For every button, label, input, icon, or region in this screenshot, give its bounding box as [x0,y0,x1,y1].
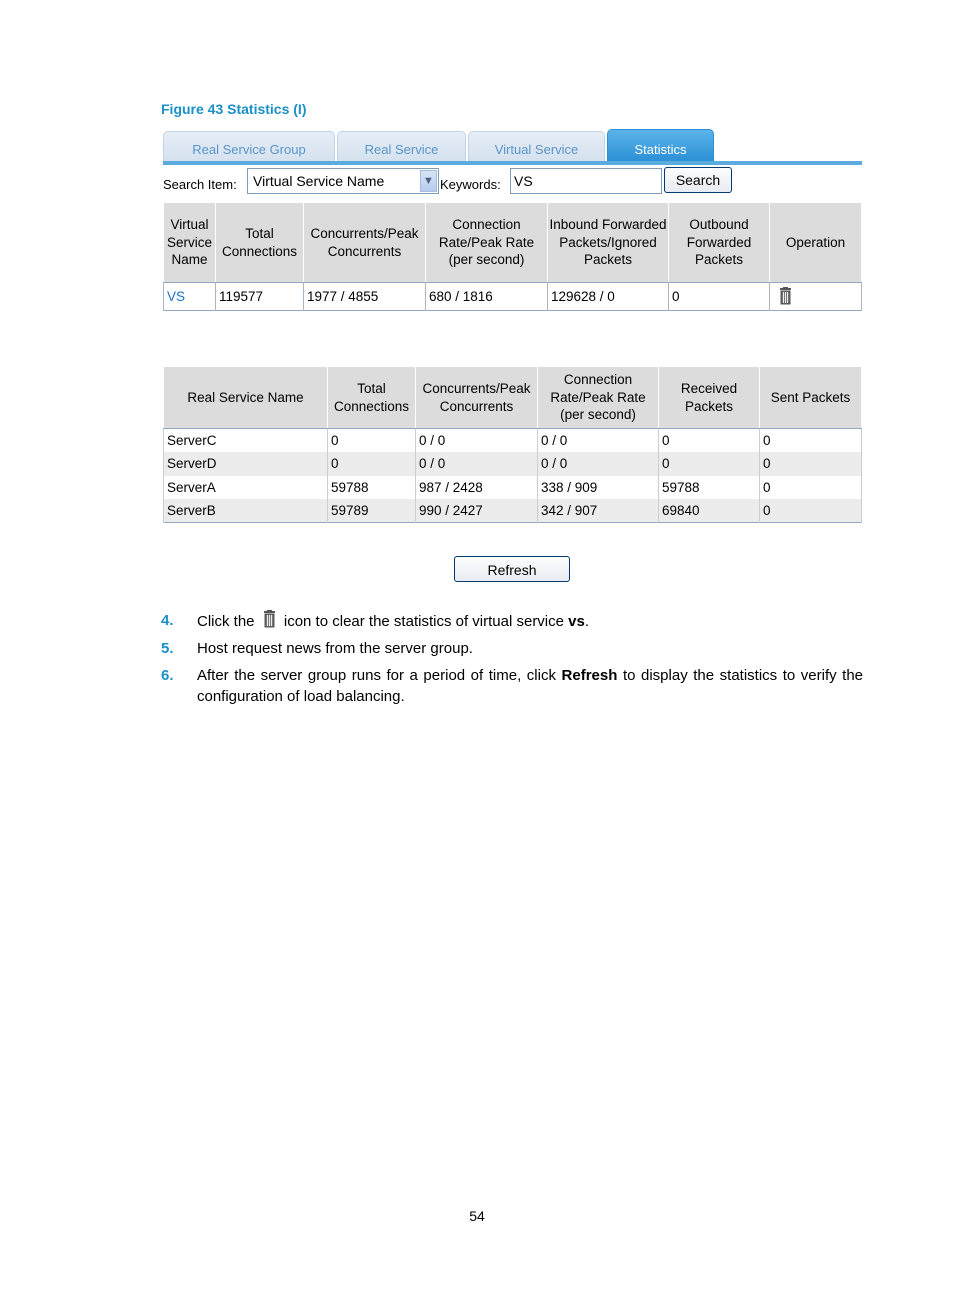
operation-cell [770,283,862,311]
column-header: Connection Rate/Peak Rate (per second) [426,203,548,283]
table-cell: 990 / 2427 [416,499,538,523]
virtual-service-stats-table [163,202,862,311]
table-cell: 338 / 909 [538,476,659,500]
table-header-row [164,203,862,283]
tab-real-service[interactable]: Real Service [337,131,466,162]
table-cell: 0 [760,429,862,453]
table-cell: 0 [760,499,862,523]
column-header: Virtual Service Name [164,203,216,283]
tab-virtual-service[interactable]: Virtual Service [468,131,605,162]
search-button[interactable]: Search [664,167,732,193]
step-number: 6. [161,667,174,684]
table-cell: 119577 [216,283,304,311]
table-cell: 59789 [328,499,416,523]
table-cell: ServerC [164,429,328,453]
table-cell: 69840 [659,499,760,523]
column-header: Concurrents/Peak Concurrents [304,203,426,283]
table-cell: 0 [669,283,770,311]
table-row [164,429,862,453]
step-text-part: Click the [197,613,255,630]
table-row [164,499,862,523]
table-cell: 0 / 0 [538,452,659,476]
figure-caption: Figure 43 Statistics (I) [161,101,307,117]
table-cell: 680 / 1816 [426,283,548,311]
refresh-button[interactable]: Refresh [454,556,570,582]
real-service-stats-table [163,366,862,523]
column-header: Inbound Forwarded Packets/Ignored Packets [548,203,669,283]
page-number: 54 [469,1208,485,1224]
table-cell: 59788 [328,476,416,500]
keywords-label: Keywords: [440,177,501,192]
step-text-part: . [584,613,590,630]
table-cell: ServerA [164,476,328,500]
step-text-part: icon to clear the statistics of virtual service [283,613,564,630]
keywords-input[interactable]: VS [510,168,662,194]
table-cell: ServerB [164,499,328,523]
table-cell: 987 / 2428 [416,476,538,500]
search-row [163,168,862,196]
column-header: Total Connections [216,203,304,283]
column-header: Sent Packets [760,367,862,429]
table-cell: 0 [659,452,760,476]
search-item-select[interactable] [247,168,439,194]
column-header: Concurrents/Peak Concurrents [416,367,538,429]
table-cell: 0 [328,452,416,476]
step-text [197,610,863,632]
step-number: 5. [161,640,174,657]
table-cell: 342 / 907 [538,499,659,523]
table-cell: 0 / 0 [416,429,538,453]
table-cell: 0 / 0 [416,452,538,476]
column-header: Real Service Name [164,367,328,429]
column-header: Connection Rate/Peak Rate (per second) [538,367,659,429]
table-row [164,283,862,311]
step-number: 4. [161,612,174,629]
column-header: Outbound Forwarded Packets [669,203,770,283]
tab-real-service-group[interactable]: Real Service Group [163,131,335,162]
search-item-label: Search Item: [163,177,237,192]
table-cell: 0 [659,429,760,453]
step-text-part: to display the statistics to verify the configuration of load balancing. [197,667,864,705]
step-text-part: After the server group runs for a period of time, click [197,667,556,684]
table-row [164,476,862,500]
table-row [164,452,862,476]
step-bold-term: Refresh [561,667,618,684]
trash-icon [263,610,276,628]
chevron-down-icon[interactable]: ▼ [420,170,437,192]
search-item-value: Virtual Service Name [253,173,385,189]
table-cell: 0 / 0 [538,429,659,453]
step-bold-term: vs [568,613,585,630]
trash-icon[interactable] [779,287,792,305]
table-cell: 0 [760,452,862,476]
tab-bar [163,129,862,166]
column-header: Operation [770,203,862,283]
column-header: Total Connections [328,367,416,429]
table-cell: 59788 [659,476,760,500]
table-cell: 0 [760,476,862,500]
table-cell: 129628 / 0 [548,283,669,311]
virtual-service-link[interactable]: VS [164,283,216,311]
table-cell: ServerD [164,452,328,476]
step-text [197,665,863,707]
tab-statistics[interactable]: Statistics [607,129,714,162]
column-header: Received Packets [659,367,760,429]
table-cell: 0 [328,429,416,453]
tab-underline [163,161,862,165]
table-header-row [164,367,862,429]
step-text: Host request news from the server group. [197,640,473,657]
table-cell: 1977 / 4855 [304,283,426,311]
